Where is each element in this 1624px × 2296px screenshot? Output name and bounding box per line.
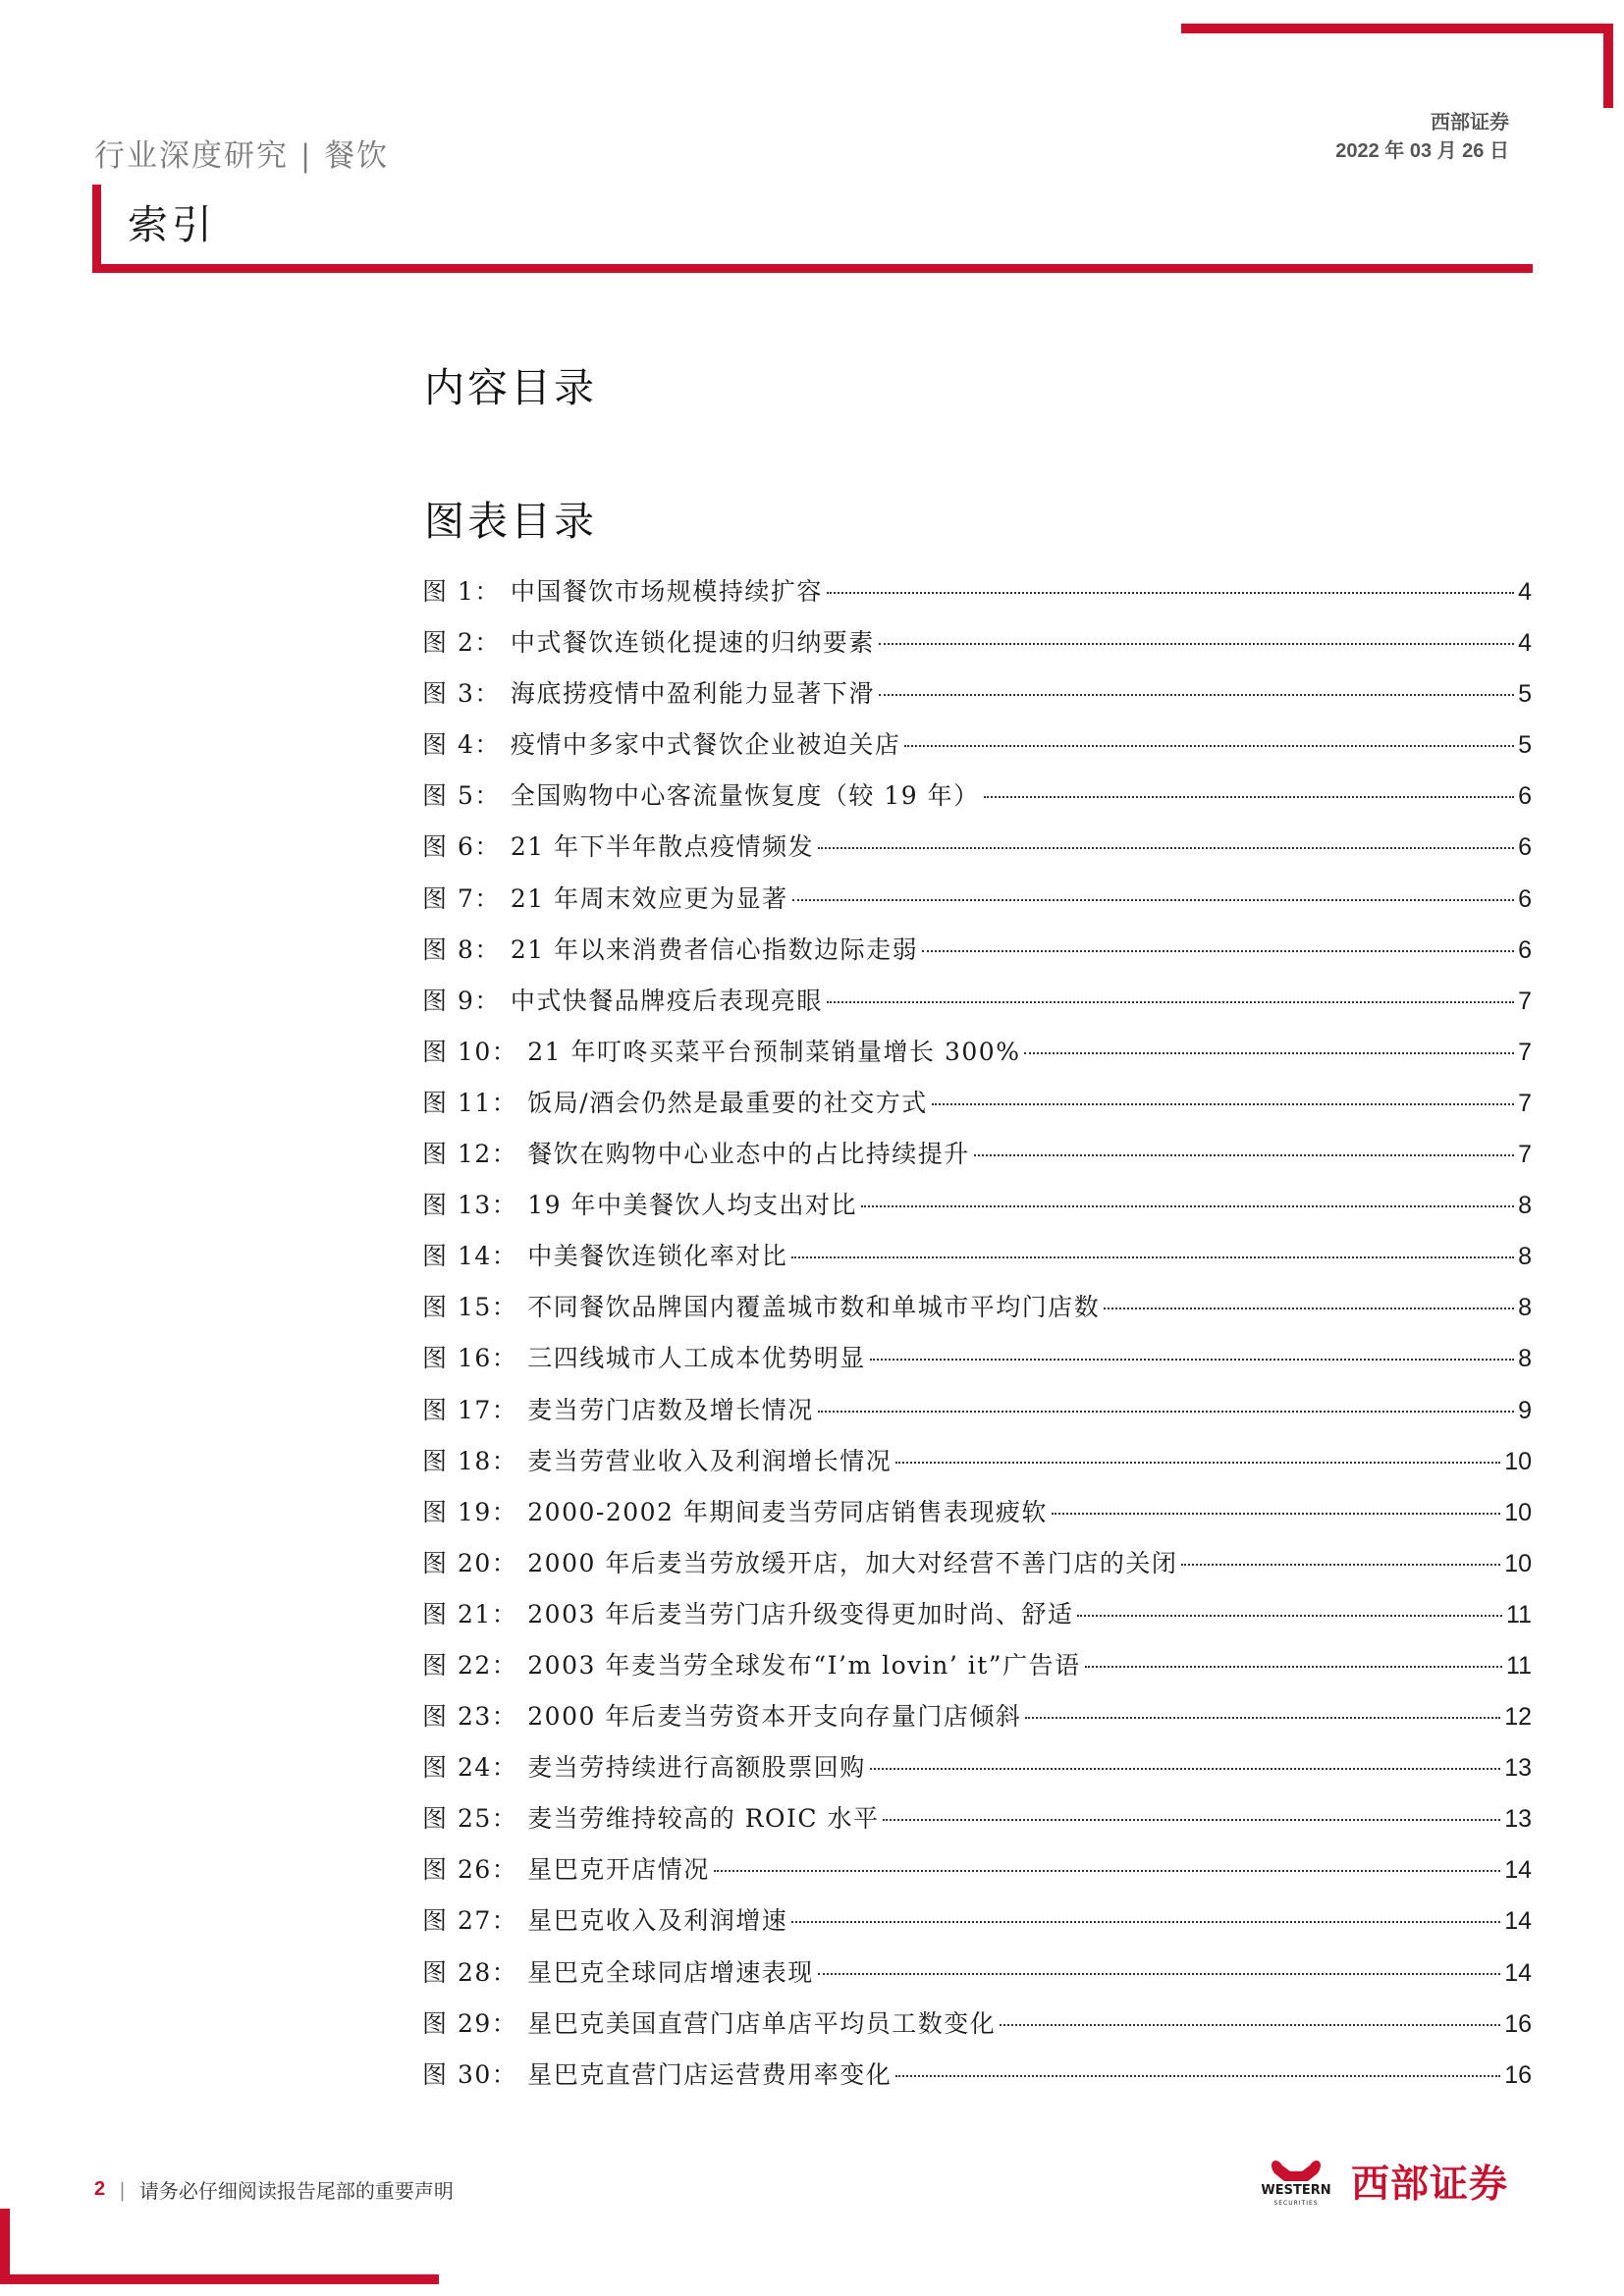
toc-leader-dots	[791, 1256, 1514, 1258]
toc-entry[interactable]	[422, 566, 1532, 617]
toc-figure-title: 餐饮在购物中心业态中的占比持续提升	[527, 1140, 970, 1169]
contents-title: 内容目录	[424, 364, 597, 411]
toc-figure-number: 图 19：	[422, 1497, 518, 1526]
toc-entry[interactable]	[422, 771, 1532, 822]
footer-page-number: 2	[94, 2178, 106, 2200]
toc-figure-title: 2000 年后麦当劳放缓开店，加大对经营不善门店的关闭	[527, 1548, 1178, 1577]
toc-entry[interactable]	[422, 1078, 1532, 1129]
toc-figure-title: 2003 年麦当劳全球发布“I’m lovin’ it”广告语	[527, 1650, 1081, 1680]
toc-figure-title: 麦当劳门店数及增长情况	[527, 1395, 814, 1424]
toc-figure-title: 中式餐饮连锁化提速的归纳要素	[510, 628, 875, 658]
toc-figure-title: 疫情中多家中式餐饮企业被迫关店	[510, 730, 901, 760]
toc-entry[interactable]	[422, 976, 1532, 1027]
toc-leader-dots	[827, 1001, 1514, 1003]
toc-page-number: 5	[1518, 680, 1532, 709]
toc-figure-number: 图 17：	[422, 1395, 518, 1424]
toc-figure-title: 21 年以来消费者信心指数边际走弱	[510, 934, 919, 964]
toc-figure-title: 21 年周末效应更为显著	[510, 883, 788, 913]
toc-entry[interactable]	[422, 1436, 1532, 1487]
toc-page-number: 7	[1518, 1141, 1532, 1169]
toc-figure-number: 图 8：	[422, 934, 501, 964]
header-company: 西部证券	[1431, 110, 1509, 133]
toc-leader-dots	[1052, 1513, 1500, 1515]
toc-figure-title: 星巴克美国直营门店单店平均员工数变化	[527, 2008, 997, 2038]
toc-figure-number: 图 13：	[422, 1191, 518, 1220]
toc-page-number: 10	[1504, 1549, 1532, 1577]
toc-entry[interactable]	[422, 1896, 1532, 1947]
toc-entry[interactable]	[422, 874, 1532, 925]
toc-page-number: 6	[1518, 782, 1532, 811]
toc-entry[interactable]	[422, 1691, 1532, 1742]
toc-figure-title: 麦当劳持续进行高额股票回购	[527, 1753, 866, 1783]
toc-leader-dots	[827, 592, 1514, 594]
toc-leader-dots	[922, 950, 1514, 952]
toc-page-number: 5	[1518, 731, 1532, 760]
toc-figure-number: 图 12：	[422, 1140, 518, 1169]
toc-leader-dots	[895, 1462, 1500, 1464]
figure-toc-list	[422, 566, 1532, 2101]
footer	[94, 2175, 454, 2204]
toc-entry[interactable]	[422, 617, 1532, 668]
toc-figure-title: 全国购物中心客流量恢复度（较 19 年）	[510, 781, 980, 811]
toc-page-number: 6	[1518, 935, 1532, 964]
toc-figure-number: 图 6：	[422, 832, 501, 862]
toc-figure-number: 图 7：	[422, 883, 501, 913]
toc-page-number: 7	[1518, 1038, 1532, 1066]
toc-leader-dots	[818, 1973, 1500, 1975]
toc-entry[interactable]	[422, 668, 1532, 720]
toc-leader-dots	[895, 2075, 1500, 2077]
toc-figure-number: 图 1：	[422, 577, 501, 606]
toc-leader-dots	[818, 1411, 1514, 1413]
toc-entry[interactable]	[422, 1999, 1532, 2050]
toc-figure-number: 图 15：	[422, 1293, 518, 1322]
toc-figure-number: 图 11：	[422, 1088, 518, 1117]
toc-figure-title: 2000-2002 年期间麦当劳同店销售表现疲软	[527, 1497, 1048, 1526]
toc-entry[interactable]	[422, 1793, 1532, 1844]
toc-page-number: 13	[1504, 1754, 1532, 1783]
toc-entry[interactable]	[422, 1948, 1532, 1999]
toc-figure-number: 图 14：	[422, 1242, 518, 1271]
toc-leader-dots	[1077, 1615, 1502, 1617]
toc-figure-number: 图 4：	[422, 730, 501, 760]
toc-figure-number: 图 23：	[422, 1702, 518, 1732]
toc-figure-title: 饭局/酒会仍然是最重要的社交方式	[527, 1088, 928, 1117]
toc-figure-title: 星巴克全球同店增速表现	[527, 1957, 814, 1987]
toc-figure-title: 2003 年后麦当劳门店升级变得更加时尚、舒适	[527, 1599, 1074, 1629]
toc-figure-number: 图 28：	[422, 1957, 518, 1987]
toc-leader-dots	[1024, 1052, 1514, 1054]
bull-logo-icon	[1247, 2152, 1345, 2211]
toc-leader-dots	[883, 1819, 1500, 1821]
toc-entry[interactable]	[422, 1742, 1532, 1793]
toc-page-number: 16	[1504, 2009, 1532, 2038]
toc-figure-title: 海底捞疫情中盈利能力显著下滑	[510, 679, 875, 709]
toc-figure-title: 19 年中美餐饮人均支出对比	[527, 1191, 858, 1220]
toc-entry[interactable]	[422, 925, 1532, 976]
toc-figure-title: 不同餐饮品牌国内覆盖城市数和单城市平均门店数	[527, 1293, 1101, 1322]
index-label: 索引	[128, 201, 216, 248]
toc-entry[interactable]	[422, 1844, 1532, 1896]
toc-page-number: 8	[1518, 1243, 1532, 1271]
toc-figure-number: 图 27：	[422, 1906, 518, 1936]
toc-entry[interactable]	[422, 1487, 1532, 1538]
toc-figure-title: 麦当劳营业收入及利润增长情况	[527, 1446, 893, 1475]
toc-leader-dots	[904, 745, 1514, 747]
svg-text:WESTERN: WESTERN	[1261, 2183, 1331, 2198]
toc-figure-number: 图 9：	[422, 986, 501, 1015]
toc-leader-dots	[984, 796, 1515, 798]
toc-figure-title: 中式快餐品牌疫后表现亮眼	[510, 986, 823, 1015]
toc-page-number: 6	[1518, 833, 1532, 862]
toc-figure-title: 星巴克开店情况	[527, 1855, 710, 1885]
toc-page-number: 11	[1506, 1600, 1532, 1629]
toc-figure-number: 图 24：	[422, 1753, 518, 1783]
toc-entry[interactable]	[422, 1385, 1532, 1436]
toc-page-number: 8	[1518, 1294, 1532, 1322]
toc-leader-dots	[791, 1921, 1500, 1923]
toc-figure-title: 2000 年后麦当劳资本开支向存量门店倾斜	[527, 1702, 1022, 1732]
toc-page-number: 7	[1518, 987, 1532, 1015]
toc-figure-number: 图 30：	[422, 2059, 518, 2089]
toc-figure-number: 图 20：	[422, 1548, 518, 1577]
toc-figure-title: 21 年下半年散点疫情频发	[510, 832, 815, 862]
toc-entry[interactable]	[422, 1333, 1532, 1384]
toc-leader-dots	[861, 1205, 1514, 1207]
toc-entry[interactable]	[422, 2050, 1532, 2101]
toc-figure-title: 中国餐饮市场规模持续扩容	[510, 577, 823, 606]
toc-page-number: 11	[1506, 1651, 1532, 1680]
toc-figure-number: 图 16：	[422, 1344, 518, 1373]
toc-figure-title: 21 年叮咚买菜平台预制菜销量增长 300%	[527, 1037, 1021, 1066]
toc-page-number: 9	[1518, 1396, 1532, 1424]
toc-page-number: 14	[1504, 1958, 1532, 1987]
svg-text:SECURITIES: SECURITIES	[1273, 2200, 1319, 2207]
toc-figure-title: 三四线城市人工成本优势明显	[527, 1344, 866, 1373]
toc-leader-dots	[792, 899, 1514, 901]
toc-figure-number: 图 10：	[422, 1037, 518, 1066]
toc-page-number: 4	[1518, 578, 1532, 606]
toc-page-number: 14	[1504, 1856, 1532, 1885]
toc-page-number: 4	[1518, 629, 1532, 658]
logo-text: 西部证券	[1351, 2163, 1509, 2207]
toc-page-number: 16	[1504, 2060, 1532, 2089]
toc-page-number: 13	[1504, 1805, 1532, 1834]
report-category: 行业深度研究 | 餐饮	[94, 138, 390, 174]
toc-leader-dots	[1025, 1717, 1500, 1719]
toc-page-number: 8	[1518, 1192, 1532, 1220]
toc-entry[interactable]	[422, 1180, 1532, 1231]
toc-leader-dots	[1000, 2024, 1500, 2026]
toc-figure-number: 图 25：	[422, 1804, 518, 1834]
toc-figure-title: 星巴克直营门店运营费用率变化	[527, 2059, 893, 2089]
toc-leader-dots	[818, 847, 1514, 849]
toc-entry[interactable]	[422, 1538, 1532, 1589]
toc-leader-dots	[1181, 1564, 1500, 1566]
toc-entry[interactable]	[422, 1282, 1532, 1333]
toc-figure-number: 图 21：	[422, 1599, 518, 1629]
toc-page-number: 12	[1504, 1703, 1532, 1732]
figures-title: 图表目录	[424, 498, 597, 545]
toc-entry[interactable]	[422, 1027, 1532, 1078]
corner-bracket-right	[1603, 24, 1613, 108]
toc-leader-dots	[1104, 1308, 1514, 1309]
toc-page-number: 7	[1518, 1089, 1532, 1117]
toc-figure-title: 麦当劳维持较高的 ROIC 水平	[527, 1804, 880, 1834]
toc-entry[interactable]	[422, 720, 1532, 771]
toc-figure-number: 图 18：	[422, 1446, 518, 1475]
toc-leader-dots	[870, 1768, 1500, 1770]
toc-page-number: 10	[1504, 1447, 1532, 1475]
toc-figure-number: 图 26：	[422, 1855, 518, 1885]
corner-bracket-left	[0, 2209, 10, 2284]
report-date: 2022 年 03 月 26 日	[1335, 140, 1509, 162]
toc-entry[interactable]	[422, 822, 1532, 873]
toc-leader-dots	[714, 1870, 1500, 1872]
toc-figure-number: 图 22：	[422, 1650, 518, 1680]
toc-figure-number: 图 5：	[422, 781, 501, 811]
toc-entry[interactable]	[422, 1589, 1532, 1640]
toc-figure-title: 中美餐饮连锁化率对比	[527, 1242, 788, 1271]
toc-leader-dots	[879, 643, 1514, 645]
index-accent-bar	[92, 185, 101, 273]
toc-page-number: 8	[1518, 1345, 1532, 1373]
toc-figure-number: 图 3：	[422, 679, 501, 709]
toc-leader-dots	[932, 1103, 1514, 1105]
corner-bracket-top	[1181, 24, 1613, 33]
footer-separator: |	[119, 2177, 126, 2202]
toc-leader-dots	[879, 694, 1514, 696]
index-underline	[92, 264, 1533, 273]
toc-leader-dots	[1085, 1666, 1502, 1668]
toc-entry[interactable]	[422, 1231, 1532, 1282]
toc-entry[interactable]	[422, 1640, 1532, 1691]
corner-bracket-bottom	[0, 2274, 439, 2284]
toc-leader-dots	[870, 1359, 1514, 1361]
toc-figure-title: 星巴克收入及利润增速	[527, 1906, 788, 1936]
toc-page-number: 10	[1504, 1498, 1532, 1526]
toc-figure-number: 图 29：	[422, 2008, 518, 2038]
toc-figure-number: 图 2：	[422, 628, 501, 658]
toc-leader-dots	[974, 1154, 1514, 1156]
toc-page-number: 6	[1518, 884, 1532, 913]
footer-disclaimer: 请务必仔细阅读报告尾部的重要声明	[138, 2179, 454, 2203]
toc-entry[interactable]	[422, 1129, 1532, 1180]
toc-page-number: 14	[1504, 1907, 1532, 1936]
company-logo	[1247, 2152, 1537, 2211]
